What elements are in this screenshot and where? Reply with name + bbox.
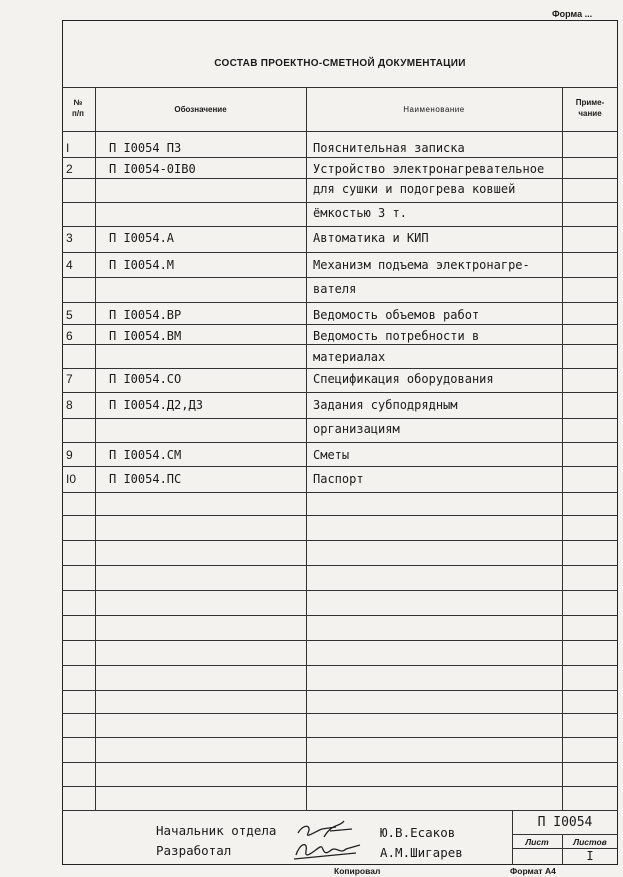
name-shigarev: А.М.Шигарев: [380, 845, 463, 860]
row-name: Ведомость объемов работ: [313, 308, 480, 322]
row-number: I0: [66, 472, 77, 486]
role-head-of-department: Начальник отдела: [156, 823, 277, 838]
form-label: Форма ...: [552, 9, 593, 19]
header-top-line: [62, 87, 618, 88]
row-name: Устройство электронагревательное: [313, 162, 545, 176]
row-name: Автоматика и КИП: [313, 231, 429, 245]
document-code: П I0054: [537, 815, 593, 830]
table-row-line: [62, 466, 618, 467]
row-designation: П I0054.М: [109, 258, 175, 272]
table-column-line: [95, 87, 96, 810]
row-number: I: [66, 141, 70, 155]
table-row-line: [62, 565, 618, 566]
table-column-line: [562, 87, 563, 810]
table-row-line: [62, 590, 618, 591]
row-name: Ведомость потребности в: [313, 329, 480, 343]
table-row-line: [62, 302, 618, 303]
header-name: Наименование: [403, 105, 465, 114]
row-number: 7: [66, 372, 73, 386]
row-name: Механизм подъема электронагре-: [313, 258, 530, 272]
table-row-line: [62, 178, 618, 179]
header-bottom-line: [62, 131, 618, 132]
row-name: для сушки и подогрева ковшей: [313, 182, 516, 196]
table-row-line: [62, 252, 618, 253]
table-column-line: [306, 87, 307, 810]
table-row-line: [62, 515, 618, 516]
copied-label: Копировал: [334, 866, 381, 876]
row-designation: П I0054-0IВ0: [109, 162, 196, 176]
row-name: ёмкостью 3 т.: [313, 206, 407, 220]
header-designation: Обозначение: [174, 105, 227, 114]
signatures: [290, 815, 372, 865]
row-number: 4: [66, 258, 73, 272]
format-label: Формат А4: [510, 866, 556, 876]
row-number: 9: [66, 448, 73, 462]
row-name: Спецификация оборудования: [313, 372, 494, 386]
sheet-label: Лист: [525, 837, 549, 847]
name-esakov: Ю.В.Есаков: [380, 825, 456, 840]
role-developer: Разработал: [156, 843, 232, 858]
row-number: 5: [66, 308, 73, 322]
table-row-line: [62, 157, 618, 158]
row-name: материалах: [313, 350, 386, 364]
row-designation: П I0054.ВМ: [109, 329, 182, 343]
table-row-line: [62, 737, 618, 738]
table-row-line: [62, 344, 618, 345]
table-row-line: [62, 226, 618, 227]
table-row-line: [62, 277, 618, 278]
table-row-line: [62, 202, 618, 203]
row-name: Задания субподрядным: [313, 398, 458, 412]
table-row-line: [62, 442, 618, 443]
table-row-line: [62, 392, 618, 393]
row-name: Паспорт: [313, 472, 364, 486]
header-num: № п/п: [72, 98, 84, 118]
table-row-line: [62, 324, 618, 325]
row-designation: П I0054.СМ: [109, 448, 182, 462]
table-row-line: [62, 540, 618, 541]
table-row-line: [62, 762, 618, 763]
table-row-line: [62, 615, 618, 616]
table-row-line: [62, 786, 618, 787]
document-title: СОСТАВ ПРОЕКТНО-СМЕТНОЙ ДОКУМЕНТАЦИИ: [214, 58, 466, 69]
row-designation: П I0054.ВР: [109, 308, 182, 322]
row-name: организациям: [313, 422, 400, 436]
sheets-label: Листов: [573, 837, 607, 847]
row-number: 2: [66, 162, 73, 176]
footer-code-line: [512, 834, 618, 835]
sheets-value: I: [586, 849, 594, 863]
table-row-line: [62, 418, 618, 419]
table-row-line: [62, 640, 618, 641]
row-designation: П I0054.ПС: [109, 472, 182, 486]
row-name: вателя: [313, 282, 357, 296]
table-row-line: [62, 665, 618, 666]
table-row-line: [62, 492, 618, 493]
row-number: 8: [66, 398, 73, 412]
row-number: 6: [66, 329, 73, 343]
footer-top-line: [62, 810, 618, 811]
row-designation: П I0054.Д2,Д3: [109, 398, 203, 412]
table-row-line: [62, 713, 618, 714]
row-designation: П I0054 ПЗ: [109, 141, 182, 155]
row-designation: П I0054.А: [109, 231, 175, 245]
row-name: Сметы: [313, 448, 350, 462]
row-name: Пояснительная записка: [313, 141, 465, 155]
row-designation: П I0054.СО: [109, 372, 182, 386]
table-row-line: [62, 368, 618, 369]
table-row-line: [62, 690, 618, 691]
row-number: 3: [66, 231, 73, 245]
header-note: Приме- чание: [575, 98, 605, 118]
